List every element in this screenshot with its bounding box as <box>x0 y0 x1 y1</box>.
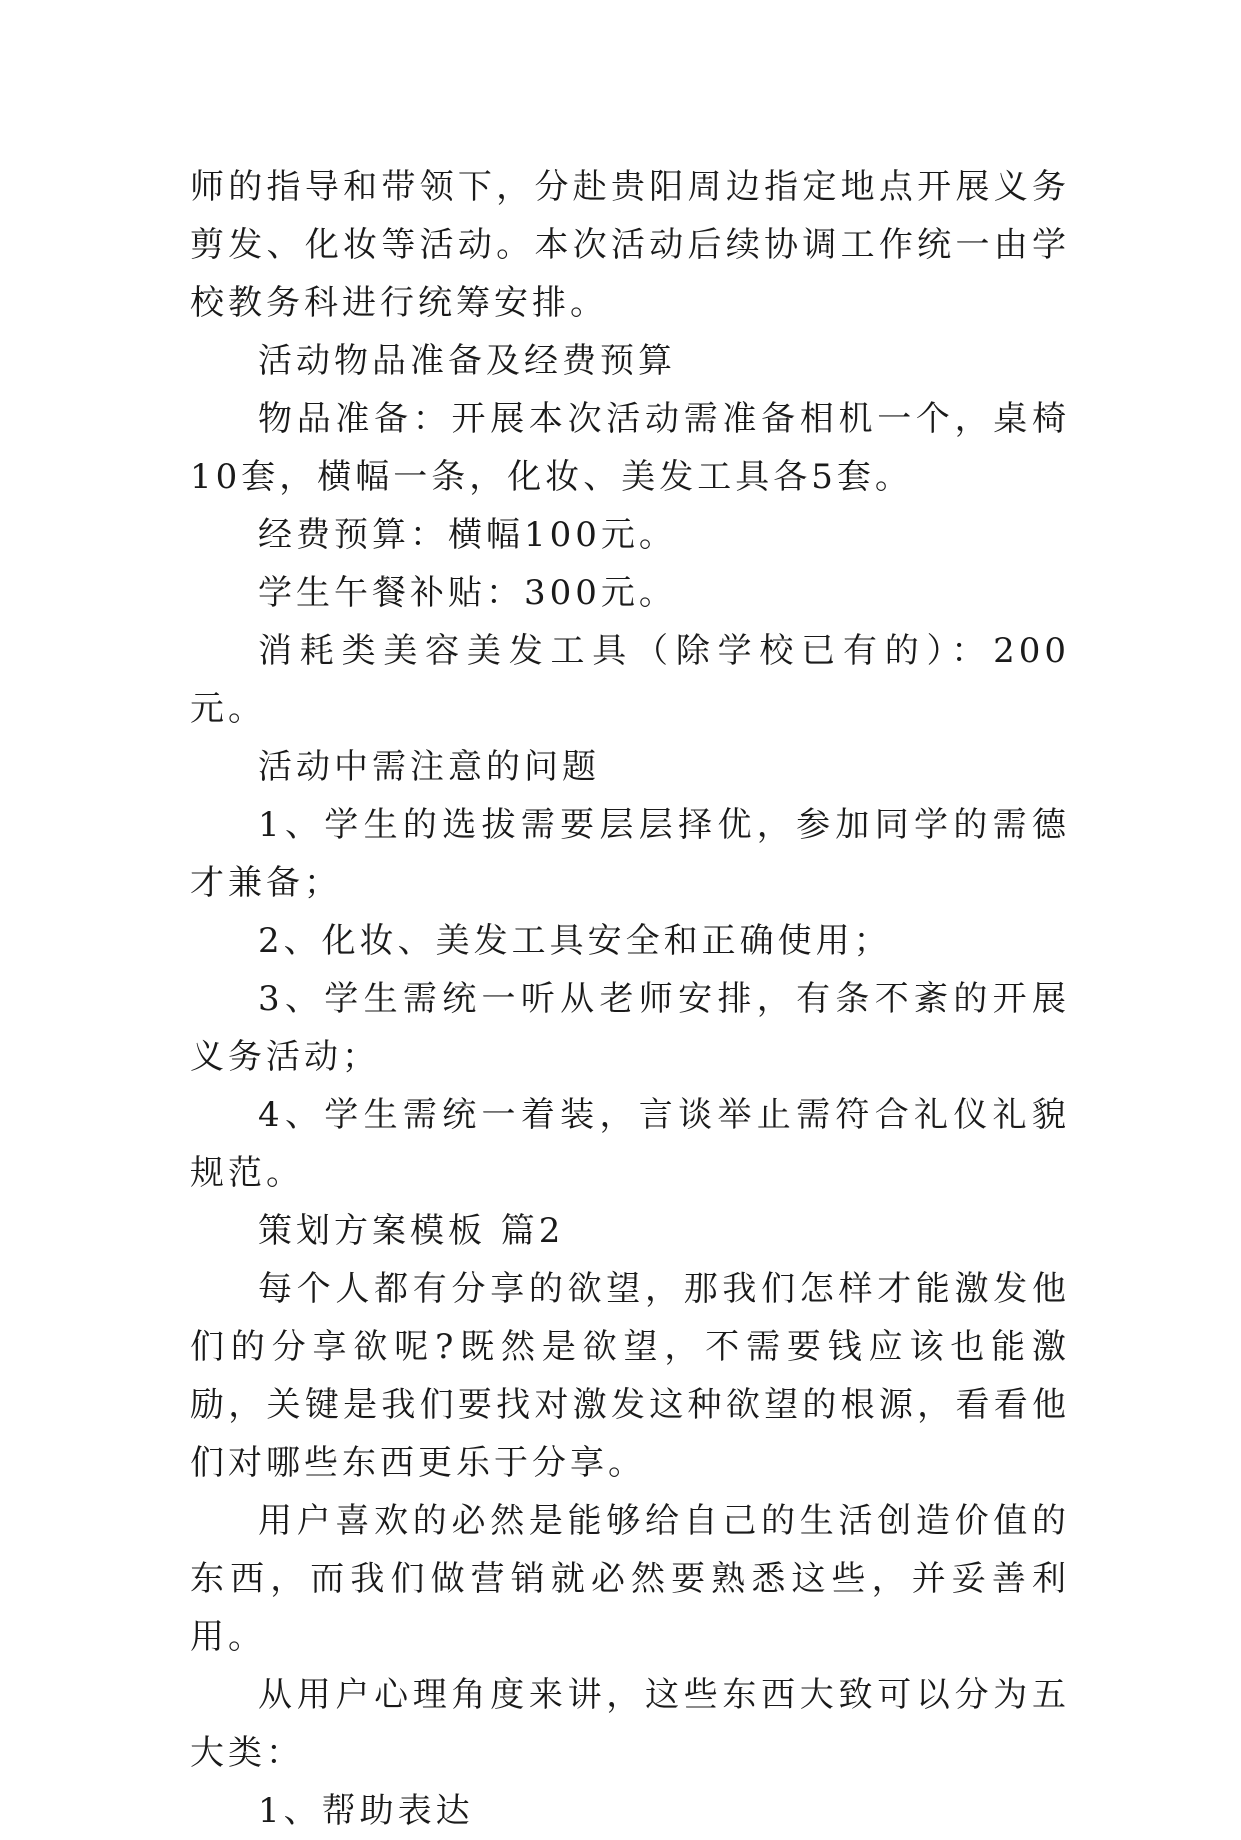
section-heading-template-2: 策划方案模板 篇2 <box>258 1211 565 1251</box>
paragraph-budget-lunch: 学生午餐补贴：300元。 <box>258 573 677 613</box>
paragraph-user-value: 用户喜欢的必然是能够给自己的生活创造价值的东西，而我们做营销就必然要熟悉这些，并妥善利用。 <box>190 1501 1070 1657</box>
section-heading-materials-budget: 活动物品准备及经费预算 <box>258 341 676 381</box>
paragraph-materials: 物品准备：开展本次活动需准备相机一个，桌椅10套，横幅一条，化妆、美发工具各5套。 <box>190 399 1070 497</box>
section-heading-notes: 活动中需注意的问题 <box>258 747 600 787</box>
paragraph-five-categories: 从用户心理角度来讲，这些东西大致可以分为五大类： <box>190 1675 1070 1773</box>
paragraph-sharing-desire: 每个人都有分享的欲望，那我们怎样才能激发他们的分享欲呢?既然是欲望，不需要钱应该也能激励，关键是我们要找对激发这种欲望的根源，看看他们对哪些东西更乐于分享。 <box>190 1269 1070 1483</box>
document-body <box>190 158 1070 1840</box>
list-item-category-1: 1、帮助表达 <box>258 1791 474 1831</box>
list-item-note-2: 2、化妆、美发工具安全和正确使用； <box>258 921 892 961</box>
paragraph-budget-tools: 消耗类美容美发工具（除学校已有的）：200元。 <box>190 631 1070 729</box>
list-item-note-4: 4、学生需统一着装，言谈举止需符合礼仪礼貌规范。 <box>190 1095 1070 1193</box>
paragraph-continuation: 师的指导和带领下，分赴贵阳周边指定地点开展义务剪发、化妆等活动。本次活动后续协调工作统一由学校教务科进行统筹安排。 <box>190 167 1070 323</box>
paragraph-budget-banner: 经费预算：横幅100元。 <box>258 515 677 555</box>
list-item-note-3: 3、学生需统一听从老师安排，有条不紊的开展义务活动； <box>190 979 1070 1077</box>
list-item-note-1: 1、学生的选拔需要层层择优，参加同学的需德才兼备； <box>190 805 1070 903</box>
